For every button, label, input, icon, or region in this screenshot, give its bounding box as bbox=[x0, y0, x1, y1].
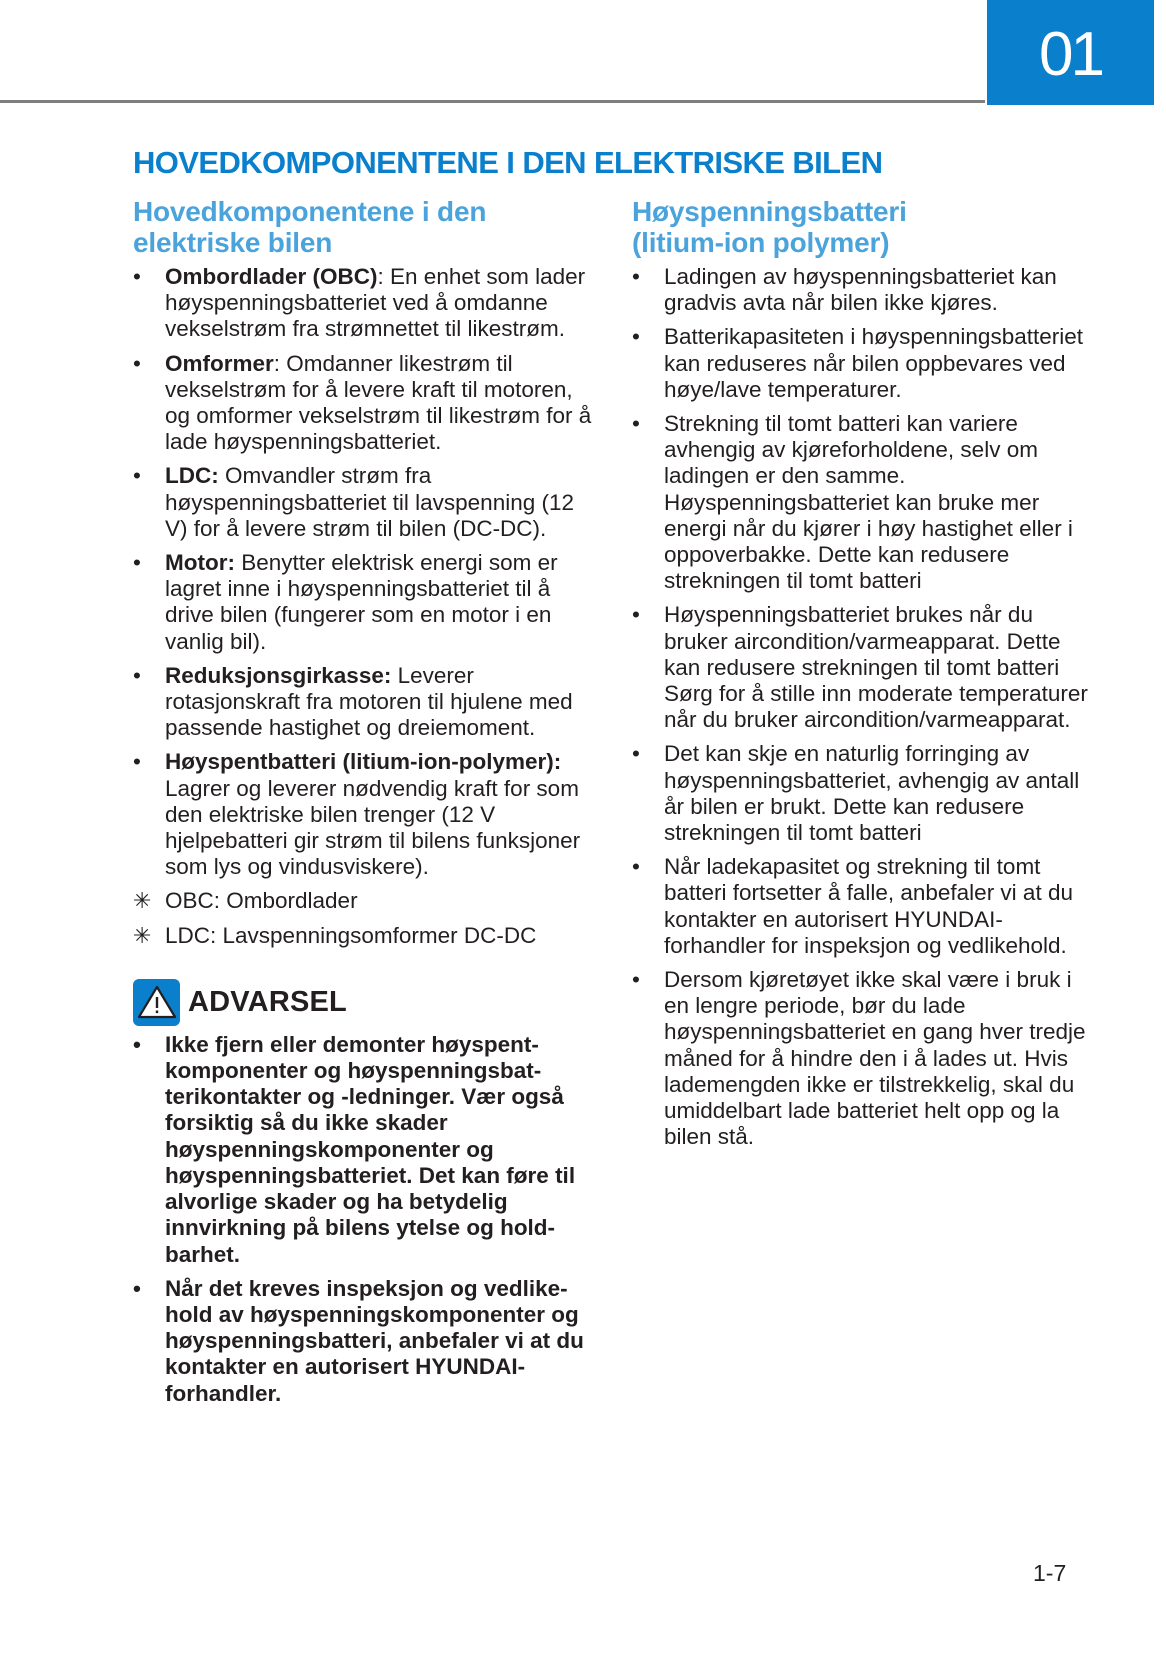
list-item: • Når ladekapasitet og strekning til tomt batteri fortsetter å falle, anbefaler vi at du kontakter en autorisert HYUNDAI-forhandler for inspeksjon og vedlikehold. bbox=[632, 854, 1073, 958]
list-item: • Omformer: Omdanner likestrøm til vekselstrøm for å levere kraft til motoren, og omformer vekselstrøm til likestrøm for å lade høyspenningsbatteriet. bbox=[133, 350, 592, 455]
list-item: • Motor: Benytter elektrisk energi som er lagret inne i høyspenningsbatteriet til å drive bilen (fungerer som en motor i en vanlig bil). bbox=[133, 550, 558, 654]
bullet-icon: • bbox=[133, 264, 141, 289]
list-item: • LDC: Omvandler strøm fra høyspenningsbatteriet til lavspenning (12 V) for å levere strøm til bilen (DC-DC). bbox=[133, 463, 574, 541]
bullet-icon: • bbox=[632, 741, 640, 767]
bullet-icon: • bbox=[632, 967, 640, 993]
warning-item: • Når det kreves inspeksjon og vedlike-hold av høyspenningskomponenter og høyspenningsbatteri, anbefaler vi at du kontakter en autorisert HYUNDAI-forhandler. bbox=[133, 1275, 584, 1406]
list-item: • Batterikapasiteten i høyspenningsbatteriet kan reduseres når bilen oppbevares ved høye/lave temperaturer. bbox=[632, 324, 1083, 402]
bullet-icon: • bbox=[632, 324, 640, 350]
warning-heading bbox=[133, 979, 593, 1026]
list-item: • Strekning til tomt batteri kan variere avhengig av kjøreforholdene, selv om ladingen er den samme. Høyspenningsbatteriet kan bruke mer energi når du kjører i høy hastighet eller i oppoverbakke. Dette kan redusere strekningen til tomt batteri bbox=[632, 411, 1073, 594]
bullet-icon: • bbox=[133, 662, 141, 688]
footnote-ldc: ✳ LDC: Lavspenningsomformer DC-DC bbox=[133, 922, 537, 948]
list-item: • Det kan skje en naturlig forringing av høyspenningsbatteriet, avhengig av antall år bilen er brukt. Dette kan redusere strekningen til tomt batteri bbox=[632, 741, 1080, 846]
bullet-icon: • bbox=[133, 350, 141, 376]
warning-title: ADVARSEL bbox=[188, 985, 347, 1018]
bullet-icon: • bbox=[632, 264, 640, 289]
header-rule bbox=[0, 100, 985, 103]
list-item: • Høyspenningsbatteriet brukes når du bruker aircondition/varmeapparat. Dette kan redusere strekningen til tomt batteri Sørg for å stille inn moderate temperaturer når du bruker aircondition/varmeapparat. bbox=[632, 602, 1088, 733]
left-column bbox=[133, 196, 593, 1415]
list-item: • Dersom kjøretøyet ikke skal være i bruk i en lengre periode, bør du lade høyspenningsbatteriet en gang hver tredje måned for å hindre den i å lades ut. Hvis lademengden ikke er tilstrekkelig, skal du umiddelbart lade batteriet helt opp og la bilen stå. bbox=[632, 967, 1086, 1150]
section-title-components: Hovedkomponentene i den elektriske bilen bbox=[133, 196, 487, 258]
warning-triangle-icon bbox=[133, 979, 180, 1026]
bullet-icon: • bbox=[632, 602, 640, 628]
footnote-obc: ✳ OBC: Ombordlader bbox=[133, 888, 358, 914]
right-column bbox=[632, 196, 1102, 1159]
asterisk-icon: ✳ bbox=[133, 888, 152, 914]
list-item: • Ladingen av høyspenningsbatteriet kan gradvis avta når bilen ikke kjøres. bbox=[632, 264, 1057, 316]
page-title: HOVEDKOMPONENTENE I DEN ELEKTRISKE BILEN bbox=[133, 145, 883, 180]
battery-list bbox=[632, 264, 1102, 1151]
bullet-icon: • bbox=[133, 550, 141, 576]
bullet-icon: • bbox=[632, 411, 640, 437]
components-list bbox=[133, 264, 593, 880]
chapter-number: 01 bbox=[1039, 20, 1102, 89]
warning-list bbox=[133, 1032, 593, 1407]
section-title-battery: Høyspenningsbatteri (litium-ion polymer) bbox=[632, 196, 907, 258]
bullet-icon: • bbox=[133, 749, 141, 775]
warning-item: • Ikke fjern eller demonter høyspent-komponenter og høyspenningsbat-terikontakter og -ledninger. Vær også forsiktig så du ikke skader høyspenningskomponenter og høyspenningsbatteriet. Det kan føre til alvorlige skader og ha betydelig innvirkning på bilens ytelse og hold-barhet. bbox=[133, 1031, 576, 1267]
bullet-icon: • bbox=[133, 463, 141, 489]
chapter-tab bbox=[987, 0, 1154, 105]
bullet-icon: • bbox=[133, 1275, 141, 1301]
page-number: 1-7 bbox=[1033, 1560, 1067, 1586]
bullet-icon: • bbox=[632, 854, 640, 880]
asterisk-icon: ✳ bbox=[133, 922, 152, 948]
bullet-icon: • bbox=[133, 1031, 141, 1057]
list-item: • Høyspentbatteri (litium-ion-polymer): Lagrer og leverer nødvendig kraft for som den elektriske bilen trenger (12 V hjelpebatteri gir strøm til bilens funksjoner som lys og vindusviskere). bbox=[133, 749, 581, 880]
list-item: • Reduksjonsgirkasse: Leverer rotasjonskraft fra motoren til hjulene med passende hastighet og dreiemoment. bbox=[133, 662, 573, 741]
list-item: • Ombordlader (OBC): En enhet som lader høyspenningsbatteriet ved å omdanne vekselstrøm fra strømnettet til likestrøm. bbox=[133, 264, 586, 342]
